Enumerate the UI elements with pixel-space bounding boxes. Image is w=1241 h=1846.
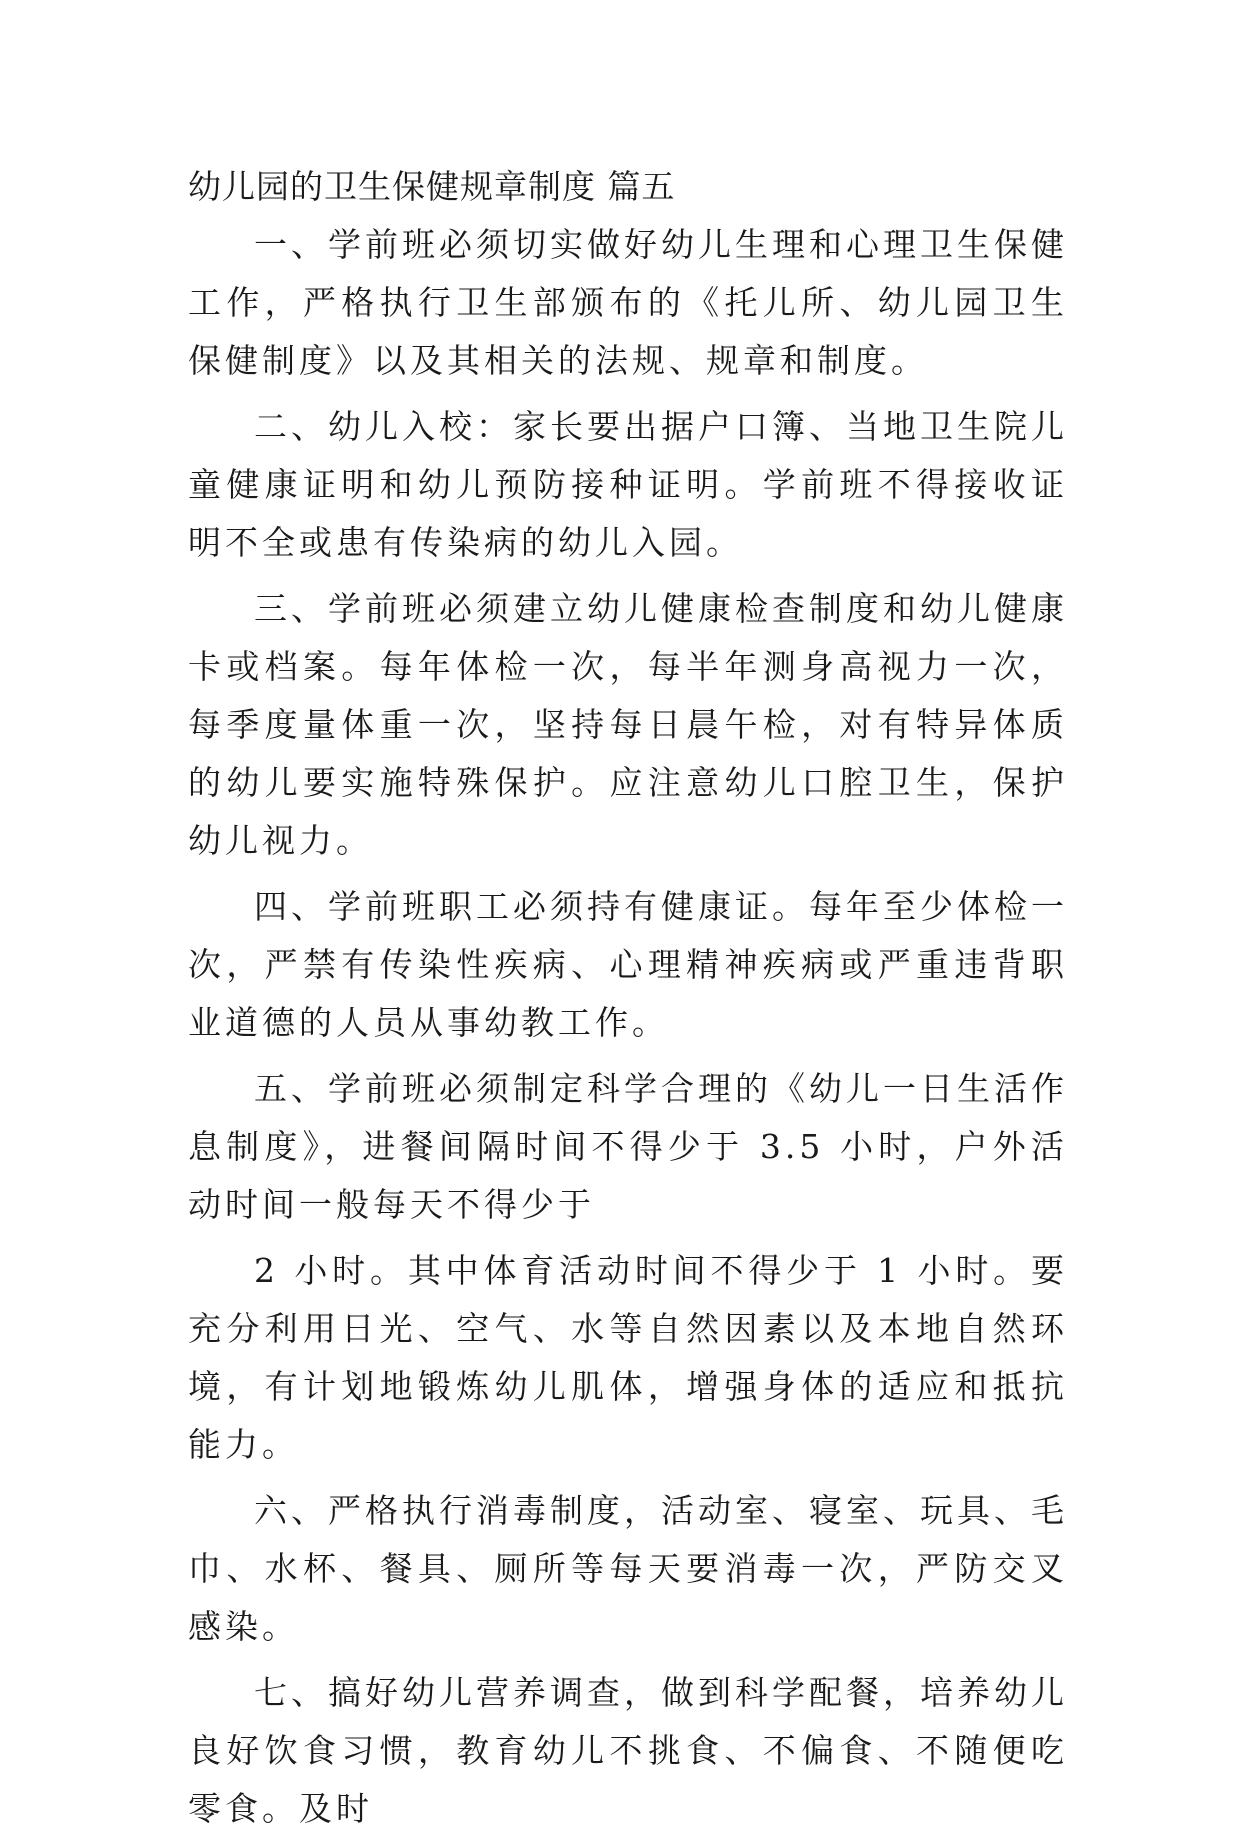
document-body: [188, 158, 1068, 1846]
paragraph-1: 一、学前班必须切实做好幼儿生理和心理卫生保健工作，严格执行卫生部颁布的《托儿所、幼儿园卫生保健制度》以及其相关的法规、规章和制度。: [188, 225, 1068, 380]
paragraph-7: 七、搞好幼儿营养调查，做到科学配餐，培养幼儿良好饮食习惯，教育幼儿不挑食、不偏食、不随便吃零食。及时: [188, 1673, 1068, 1828]
document-title: 幼儿园的卫生保健规章制度 篇五: [188, 167, 676, 206]
paragraph-2: 二、幼儿入校：家长要出据户口簿、当地卫生院儿童健康证明和幼儿预防接种证明。学前班不得接收证明不全或患有传染病的幼儿入园。: [188, 407, 1068, 562]
paragraph-3: 三、学前班必须建立幼儿健康检查制度和幼儿健康卡或档案。每年体检一次，每半年测身高视力一次，每季度量体重一次，坚持每日晨午检，对有特异体质的幼儿要实施特殊保护。应注意幼儿口腔卫生，保护幼儿视力。: [188, 589, 1068, 860]
paragraph-5: 五、学前班必须制定科学合理的《幼儿一日生活作息制度》，进餐间隔时间不得少于 3.5 小时，户外活动时间一般每天不得少于: [188, 1069, 1068, 1224]
paragraph-4: 四、学前班职工必须持有健康证。每年至少体检一次，严禁有传染性疾病、心理精神疾病或严重违背职业道德的人员从事幼教工作。: [188, 887, 1068, 1042]
paragraph-6: 六、严格执行消毒制度，活动室、寝室、玩具、毛巾、水杯、餐具、厕所等每天要消毒一次，严防交叉感染。: [188, 1491, 1068, 1646]
paragraph-5-continued: 2 小时。其中体育活动时间不得少于 1 小时。要充分利用日光、空气、水等自然因素以及本地自然环境，有计划地锻炼幼儿肌体，增强身体的适应和抵抗能力。: [188, 1251, 1068, 1464]
